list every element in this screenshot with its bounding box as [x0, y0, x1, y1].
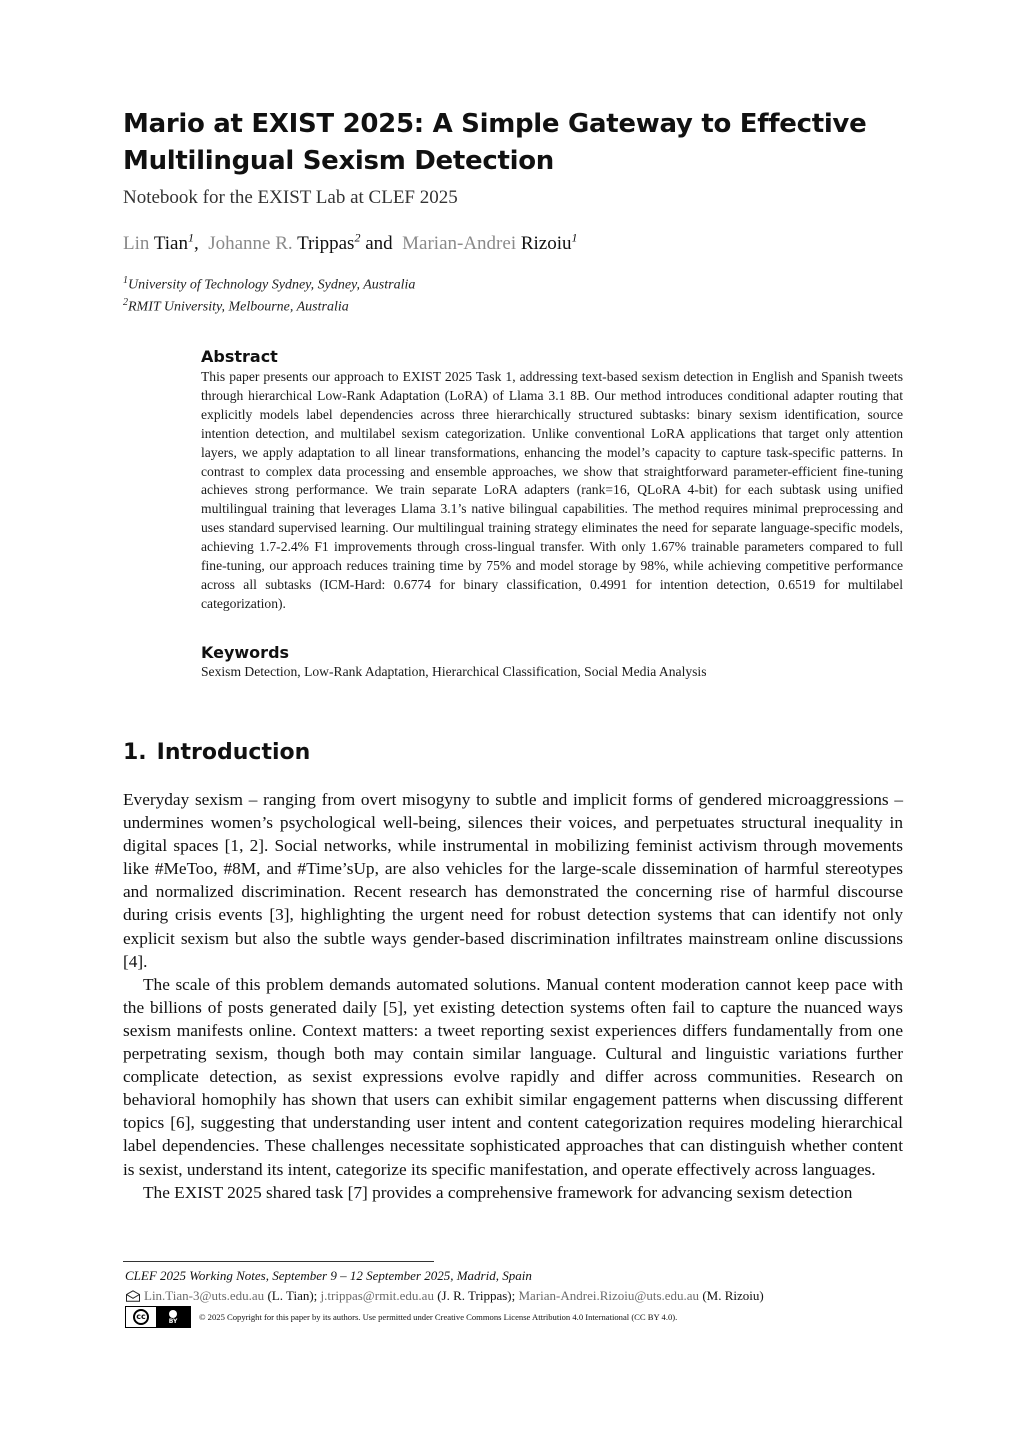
introduction-body — [123, 788, 903, 1204]
paper-subtitle: Notebook for the EXIST Lab at CLEF 2025 — [123, 187, 458, 208]
section-title: Introduction — [156, 740, 311, 765]
affiliation-2 — [123, 297, 349, 316]
affiliation-number: 1 — [123, 275, 128, 286]
affiliation-marker: 1 — [187, 231, 194, 245]
author-separator: and — [360, 233, 403, 255]
footnote-divider — [123, 1261, 434, 1262]
by-mark: BY — [168, 1317, 178, 1325]
affiliation-marker: 2 — [354, 231, 361, 245]
keywords-heading: Keywords — [201, 643, 290, 662]
email-link[interactable]: Lin.Tian-3@uts.edu.au — [144, 1288, 265, 1303]
cc-mark: cc — [133, 1309, 149, 1325]
author-family-name: Tian — [153, 233, 188, 255]
email-owner: (J. R. Trippas); — [433, 1288, 519, 1303]
section-heading-introduction — [123, 740, 310, 765]
affiliation-1 — [123, 275, 415, 294]
abstract-text: This paper presents our approach to EXIST 2025 Task 1, addressing text-based sexism detection in English and Spanish tweets through hierarchical Low-Rank Adaptation (LoRA) of Llama 3.1 8B. Our method introduces conditional adapter routing that explicitly models label dependencies across three hierarchically structured subtasks: binary sexism identification, source intention detection, and multilabel sexism categorization. Unlike conventional LoRA applications that target only attention layers, we apply adaptation to all linear transformations, enhancing the model’s capacity to capture task-specific patterns. In contrast to complex data processing and ensemble approaches, we show that straightforward parameter-efficient fine-tuning achieves strong performance. We train separate LoRA adapters (rank=16, QLoRA 4-bit) for each subtask using unified multilingual training that leverages Llama 3.1’s native bilingual capabilities. The method requires minimal preprocessing and uses standard supervised learning. Our multilingual training strategy eliminates the need for separate language-specific models, achieving 1.7-2.4% F1 improvements through cross-lingual transfer. With only 1.67% trainable parameters compared to full fine-tuning, our approach reduces training time by 75% and model storage by 98%, while achieving competitive performance across all subtasks (ICM-Hard: 0.6774 for binary classification, 0.4991 for intention detection, 0.6519 for multilabel categorization). — [201, 369, 903, 611]
keywords-text: Sexism Detection, Low-Rank Adaptation, Hierarchical Classification, Social Media Analysis — [201, 664, 707, 679]
body-paragraph: Everyday sexism – ranging from overt misogyny to subtle and implicit forms of gendered microaggressions – undermines women’s psychological well-being, silences their voices, and perpetuates structural inequality in digital spaces [1, 2]. Social networks, while instrumental in mobilizing feminist activism through movements like #MeToo, #8M, and #Time’sUp, are also vehicles for the large-scale dissemination of harmful stereotypes and normalized discrimination. Recent research has demonstrated the concerning rise of harmful discourse during crisis events [3], highlighting the urgent need for robust detection systems that can identify not only explicit sexism but also the subtle ways gender-based discrimination infiltrates mainstream online discussions [4]. — [123, 790, 903, 971]
author-1 — [123, 233, 208, 254]
title-line-2: Multilingual Sexism Detection — [123, 146, 554, 176]
affiliation-text: University of Technology Sydney, Sydney, Australia — [128, 277, 416, 293]
copyright-text: © 2025 Copyright for this paper by its authors. Use permitted under Creative Commons License Attribution 4.0 International (CC BY 4.0). — [199, 1312, 678, 1322]
title-line-1: Mario at EXIST 2025: A Simple Gateway to Effective — [123, 109, 867, 139]
email-owner: (M. Rizoiu) — [699, 1288, 764, 1303]
author-2 — [208, 233, 402, 254]
by-attribution-icon — [156, 1307, 190, 1327]
email-link[interactable]: Marian-Andrei.Rizoiu@uts.edu.au — [518, 1288, 700, 1303]
author-given-name[interactable]: Lin — [123, 233, 150, 255]
cc-by-license-badge[interactable] — [125, 1306, 191, 1328]
author-given-name[interactable]: Johanne R. — [208, 233, 293, 255]
keywords — [201, 643, 903, 680]
footnote-copyright — [125, 1306, 677, 1328]
envelope-icon — [125, 1290, 141, 1302]
footnote-emails — [125, 1288, 764, 1304]
person-icon — [169, 1310, 177, 1318]
cc-logo-icon — [126, 1307, 156, 1327]
author-list — [123, 231, 578, 255]
email-owner: (L. Tian); — [264, 1288, 321, 1303]
paper-title — [123, 106, 913, 180]
body-paragraph: The EXIST 2025 shared task [7] provides a comprehensive framework for advancing sexism detection — [143, 1182, 853, 1202]
author-family-name: Rizoiu — [520, 233, 572, 255]
affiliation-text: RMIT University, Melbourne, Australia — [128, 299, 349, 315]
section-number: 1. — [123, 740, 147, 765]
author-separator: , — [193, 233, 209, 255]
abstract-heading: Abstract — [201, 347, 278, 366]
author-given-name[interactable]: Marian-Andrei — [402, 233, 517, 255]
author-family-name: Trippas — [297, 233, 355, 255]
footnote-venue: CLEF 2025 Working Notes, September 9 – 12 September 2025, Madrid, Spain — [125, 1268, 532, 1283]
email-link[interactable]: j.trippas@rmit.edu.au — [320, 1288, 434, 1303]
affiliation-marker: 1 — [571, 231, 578, 245]
body-paragraph: The scale of this problem demands automated solutions. Manual content moderation cannot keep pace with the billions of posts generated daily [5], yet existing detection systems often fail to capture the nuanced ways sexism manifests online. Context matters: a tweet reporting sexist experiences differs fundamentally from one perpetrating sexism, though both may contain similar language. Cultural and linguistic variations further complicate detection, as sexist expressions evolve rapidly and differ across communities. Research on behavioral homophily has shown that users can exhibit similar engagement patterns when discussing different topics [6], suggesting that understanding user intent and content categorization requires modeling hierarchical label dependencies. These challenges necessitate sophisticated approaches that can distinguish whether content is sexist, understand its intent, categorize its specific manifestation, and operate effectively across languages. — [123, 974, 903, 1179]
author-3 — [402, 233, 577, 254]
abstract — [201, 347, 903, 614]
affiliation-number: 2 — [123, 297, 128, 308]
